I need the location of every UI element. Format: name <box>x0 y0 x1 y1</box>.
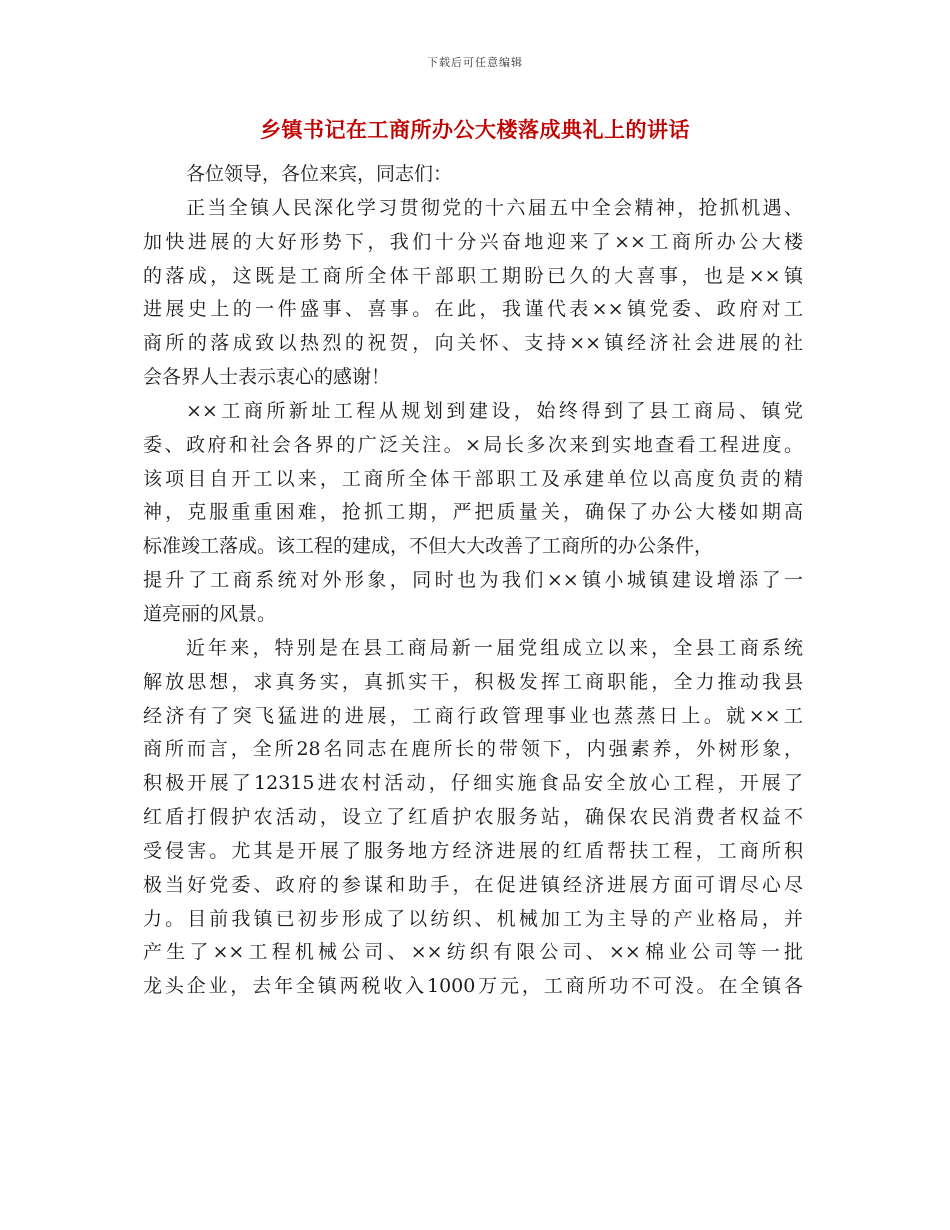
paragraph-line: 解放思想，求真务实，真抓实干，积极发挥工商职能，全力推动我县 <box>143 670 803 693</box>
paragraph-line: 商所而言，全所28名同志在鹿所长的带领下，内强素养，外树形象， <box>143 738 803 761</box>
paragraph-line: 近年来，特别是在县工商局新一届党组成立以来，全县工商系统 <box>186 636 803 659</box>
paragraph-line: 商所的落成致以热烈的祝贺，向关怀、支持××镇经济社会进展的社 <box>143 332 803 355</box>
paragraph-line: 加快进展的大好形势下，我们十分兴奋地迎来了××工商所办公大楼 <box>143 230 803 253</box>
paragraph-line: 受侵害。尤其是开展了服务地方经济进展的红盾帮扶工程，工商所积 <box>143 839 803 862</box>
paragraph-line: 该项目自开工以来，工商所全体干部职工及承建单位以高度负责的精 <box>143 467 803 490</box>
paragraph-line: 道亮丽的风景。 <box>143 602 277 625</box>
paragraph-line: 进展史上的一件盛事、喜事。在此，我谨代表××镇党委、政府对工 <box>143 298 803 321</box>
document-title: 乡镇书记在工商所办公大楼落成典礼上的讲话 <box>260 117 690 142</box>
salutation-line: 各位领导，各位来宾，同志们： <box>186 163 453 185</box>
paragraph-line: 神，克服重重困难，抢抓工期，严把质量关，确保了办公大楼如期高 <box>143 501 803 524</box>
paragraph-line: 提升了工商系统对外形象，同时也为我们××镇小城镇建设增添了一 <box>143 569 803 592</box>
paragraph-line: 极当好党委、政府的参谋和助手，在促进镇经济进展方面可谓尽心尽 <box>143 873 803 896</box>
paragraph-line: 力。目前我镇已初步形成了以纺织、机械加工为主导的产业格局，并 <box>143 907 803 930</box>
paragraph-line: ××工商所新址工程从规划到建设，始终得到了县工商局、镇党 <box>186 399 803 422</box>
paragraph-line: 红盾打假护农活动，设立了红盾护农服务站，确保农民消费者权益不 <box>143 806 803 829</box>
paragraph-line: 标准竣工落成。该工程的建成，不但大大改善了工商所的办公条件， <box>143 535 714 558</box>
paragraph-line: 的落成，这既是工商所全体干部职工期盼已久的大喜事，也是××镇 <box>143 264 803 287</box>
paragraph-line: 经济有了突飞猛进的进展，工商行政管理事业也蒸蒸日上。就××工 <box>143 704 803 727</box>
paragraph-line: 产生了××工程机械公司、××纺织有限公司、××棉业公司等一批 <box>143 941 803 964</box>
document-body <box>143 158 803 1004</box>
paragraph-line: 龙头企业，去年全镇两税收入1000万元，工商所功不可没。在全镇各 <box>143 975 803 998</box>
paragraph-line: 正当全镇人民深化学习贯彻党的十六届五中全会精神，抢抓机遇、 <box>186 196 803 219</box>
paragraph-line: 积极开展了12315进农村活动，仔细实施食品安全放心工程，开展了 <box>143 772 803 795</box>
paragraph-line: 委、政府和社会各界的广泛关注。×局长多次来到实地查看工程进度。 <box>143 433 803 456</box>
header-note: 下载后可任意编辑 <box>427 56 523 69</box>
paragraph-line: 会各界人士表示衷心的感谢！ <box>143 366 391 389</box>
